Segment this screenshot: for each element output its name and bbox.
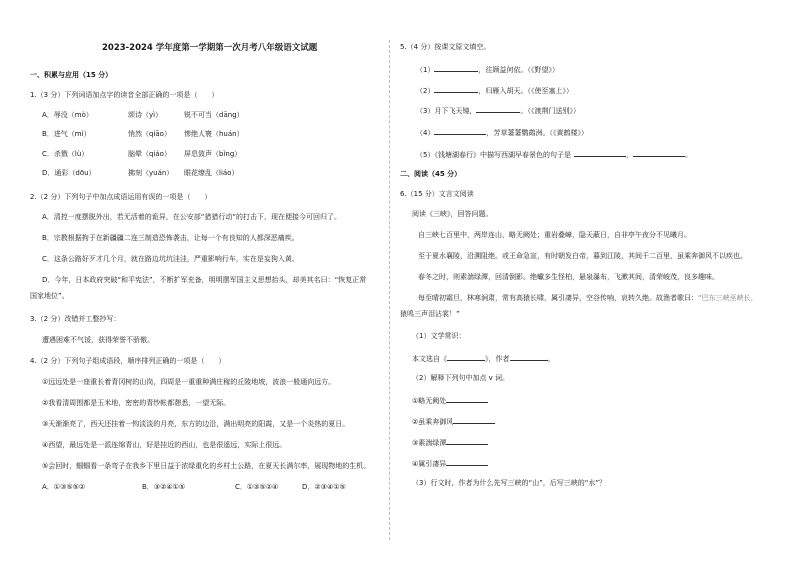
q6-sub1-fill: 本文选自《 》，作者 。: [412, 355, 555, 363]
q4-option-c: C．①③⑤②④: [235, 483, 279, 491]
q6-passage-p2: 至于夏水襄陵，沿溯阻绝。或王命急宣，有时朝发白帝，暮到江陵，其间千二百里，虽乘奔御风不以疾也。: [418, 252, 747, 260]
column-divider: [389, 40, 390, 540]
q1-option-d-2: 拂刻（yuán）: [128, 169, 174, 177]
q1-stem: 1.（3 分）下列词语加点字的读音全部正确的一项是（ ）: [30, 91, 219, 99]
q2-option-d: D．今年，日本政府突破“和平宪法”，不断扩军充备，明明摆军国主义思想抬头，却美其名曰：“恢复正常: [42, 276, 367, 284]
q3-text: 遭遇困难不气馁，获得荣誉不骄傲。: [42, 336, 154, 344]
q6-stem: 6.（15 分）文言文阅读: [400, 190, 474, 198]
q1-option-c-2: 脑晕（qiáo）: [128, 150, 171, 158]
q5-blank-5b[interactable]: [633, 149, 685, 157]
q4-stem: 4.（2 分）下列句子组成语段，顺序排列正确的一项是（ ）: [30, 357, 226, 365]
q2-option-d-cont: 国家地位”。: [30, 292, 69, 300]
q1-option-b-3: 惨绝人寰（huán）: [184, 130, 244, 138]
section-heading-1: 一、积累与应用（15 分）: [30, 71, 113, 79]
q6-passage-p4-cont: 猿鸣三声泪沾裳！”: [400, 310, 460, 318]
q5-stem: 5.（4 分）按课文原文填空。: [400, 43, 491, 51]
q6-intro: 阅读《三峡》，回答问题。: [412, 210, 493, 218]
page-title: 2023-2024 学年度第一学期第一次月考八年级语文试题: [102, 43, 318, 53]
q6-passage-p3: 春冬之时，则素湍绿潭，回清倒影。绝巘多生怪柏，悬泉瀑布，飞漱其间，清荣峻茂，良多趣味。: [418, 273, 719, 281]
q6-passage-p1: 自三峡七百里中，两岸连山，略无阙处；重岩叠嶂，隐天蔽日，自非亭午夜分不见曦月。: [418, 231, 691, 239]
q4-option-b: B．③②④①⑤: [142, 483, 186, 491]
q6-word-3: ③素湍绿潭: [412, 437, 488, 448]
q2-option-c: C．这条公路好歹才几个月，就在路边坑坑洼洼，严重影响行车，实在是妄狗入黄。: [42, 255, 299, 263]
q1-option-a: A．辱没（mò）: [42, 111, 93, 119]
q6-word-2: ②虽乘奔御风: [412, 416, 495, 427]
q1-option-d: D．通彩（dōu）: [42, 169, 96, 177]
q6-sub1: （1）文学常识：: [412, 332, 466, 340]
q1-option-c: C．杀戮（lù）: [42, 150, 89, 158]
q5-line-2: （2） ，归雁入胡天。（《使至塞上》）: [416, 87, 573, 95]
q1-option-a-3: 锐不可当（dāng）: [184, 111, 244, 119]
q1-option-b: B．进气（mì）: [42, 130, 91, 138]
q5-blank-5a[interactable]: [574, 149, 626, 157]
q4-sentence-5: ⑤会回时，蝈蝈看一条弯子在我乡下里日益于浓绿重化的乡村土公路，在夏天长满尔率，展现物地的生机。: [42, 462, 371, 470]
q6-word-1: ①略无阙处: [412, 395, 488, 406]
q6-blank-source[interactable]: [447, 353, 485, 361]
q5-line-4: （4） ，芳草萋萋鹦鹉洲。（《黄鹤楼》）: [416, 129, 588, 137]
q2-option-b: B．宗教根据拘于在新疆疆二连三制造恐怖袭击，让每一个有良知的人都深恶痛疾。: [42, 234, 299, 242]
q1-option-c-3: 屏息敛声（bǐng）: [184, 150, 242, 158]
q5-line-5: （5）《钱塘湖春行》中描写西湖早春景色的句子是 ， 。: [416, 151, 692, 159]
q6-sub3: （3）行文时，作者为什么先写三峡的“山”，后写三峡的“水”？: [412, 479, 606, 487]
q2-option-a: A．清控一度摆脱外出，若无活着的诡异，在公安部“猎猎行动”的打击下，现在便接今可回归了。: [42, 213, 342, 221]
q6-passage-p4: 每至晴初霜旦，林寒涧肃，常有高猿长啸，属引凄异，空谷传响，哀转久绝。故渔者歌曰：“巴东三峡巫峡长，: [418, 294, 758, 302]
q5-line-3: （3）月下飞天镜， 。（《渡荆门送别》）: [416, 107, 580, 115]
q1-option-a-2: 颂诗（yì）: [128, 111, 163, 119]
q5-blank-4[interactable]: [434, 127, 486, 135]
q3-stem: 3.（2 分）改错并工整抄写：: [30, 315, 121, 323]
q6-blank-w3[interactable]: [446, 437, 488, 445]
q5-blank-2[interactable]: [434, 85, 478, 93]
q1-option-b-2: 悄然（qiāo）: [128, 130, 171, 138]
q5-line-1: （1） ，往顾益何依。（《野望》）: [416, 66, 559, 74]
q4-sentence-1: ①远远处是一座重长着青冈树的山岗，四周是一重重种满庄稼的丘陵地坡，波浪一般通向远方。: [42, 378, 336, 386]
q6-blank-w1[interactable]: [446, 395, 488, 403]
q4-sentence-4: ④西望，最远处是一派连绵青山，好是挂近的西山，也是很遥远，实际上很远。: [42, 441, 287, 449]
q1-option-d-3: 眼花缭乱（liáo）: [184, 169, 239, 177]
q6-blank-author[interactable]: [510, 353, 548, 361]
q4-option-a: A．①③⑤⑤②: [42, 483, 86, 491]
q6-sub2: （2）解释下列句中加点 v 词。: [412, 374, 510, 382]
q4-sentence-3: ③天渐渐亮了，西天还挂着一钩淡淡的月亮，东方的边沿，满出明亮的阳霞，又是一个炎热的夏日。: [42, 420, 350, 428]
q6-blank-w2[interactable]: [453, 416, 495, 424]
q6-word-4: ④属引凄异: [412, 458, 488, 469]
section-heading-2: 二、阅读（45 分）: [400, 170, 462, 178]
q4-sentence-2: ②我看清周围都是玉米地，密密的青纱帐都憩悉，一望无际。: [42, 399, 231, 407]
q5-blank-3[interactable]: [476, 105, 520, 113]
q6-blank-w4[interactable]: [446, 458, 488, 466]
q4-option-d: D．②③④①⑤: [302, 483, 346, 491]
q5-blank-1[interactable]: [434, 64, 478, 72]
q2-stem: 2.（2 分）下列句子中加点成语运用有误的一项是（ ）: [30, 193, 212, 201]
